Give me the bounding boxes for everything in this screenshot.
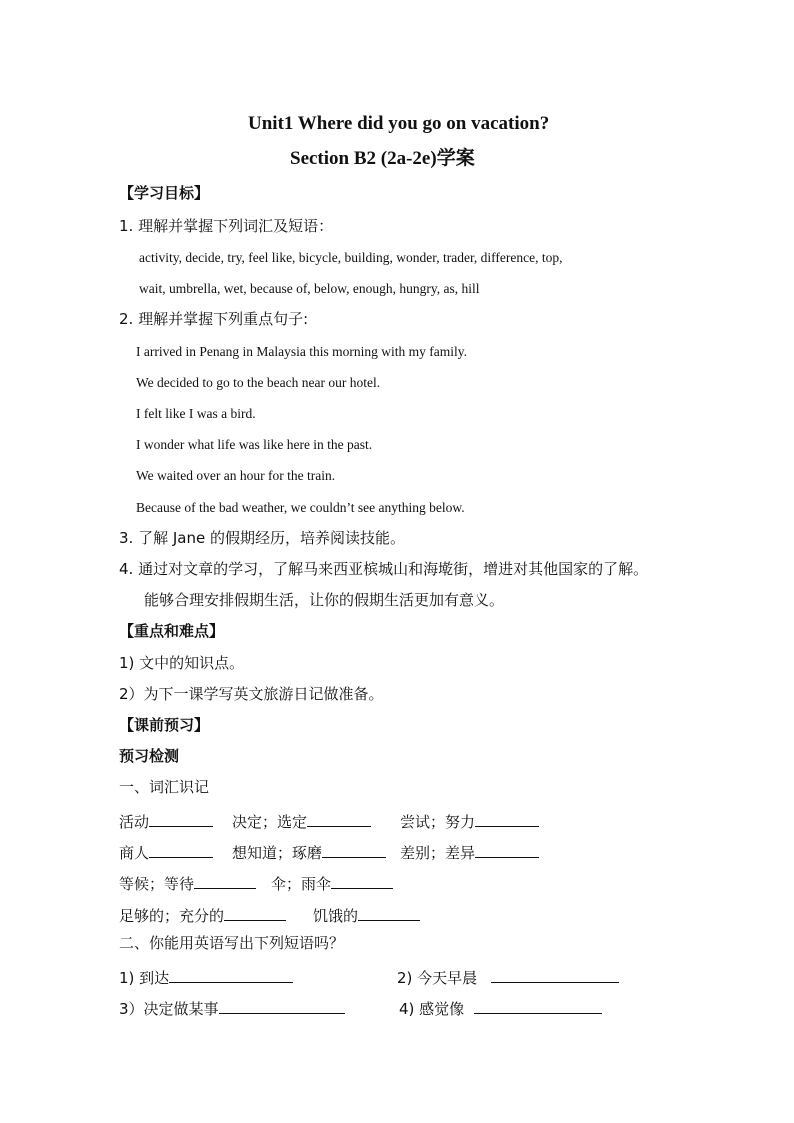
key-sentence: I arrived in Penang in Malaysia this morning with my family. xyxy=(136,344,467,359)
objectives-heading: 【学习目标】 xyxy=(119,184,210,202)
answer-blank[interactable] xyxy=(219,999,345,1014)
phrase-item xyxy=(399,999,602,1017)
answer-blank[interactable] xyxy=(149,812,213,827)
preview-heading: 【课前预习】 xyxy=(119,716,210,734)
answer-blank[interactable] xyxy=(194,874,256,889)
document-title: Unit1 Where did you go on vacation? xyxy=(248,113,550,134)
phrase-item xyxy=(397,968,619,986)
answer-blank[interactable] xyxy=(169,968,293,983)
vocab-prompt: 差别；差异 xyxy=(400,844,476,862)
vocab-prompt: 商人 xyxy=(119,844,150,862)
objective-2 xyxy=(119,312,308,328)
vocab-item xyxy=(119,874,256,892)
phrase-prompt: 3）决定做某事 xyxy=(119,1000,219,1018)
vocab-item xyxy=(119,843,213,861)
key-sentence: Because of the bad weather, we couldn’t see anything below. xyxy=(136,500,465,515)
vocab-prompt: 等候；等待 xyxy=(119,875,195,893)
phrase-section-title: 二、你能用英语写出下列短语吗？ xyxy=(119,934,345,952)
vocab-prompt: 想知道；琢磨 xyxy=(232,844,323,862)
answer-blank[interactable] xyxy=(149,843,213,858)
objective-4: 4. 通过对文章的学习，了解马来西亚槟城山和海墘街，增进对其他国家的了解。 xyxy=(119,560,649,578)
vocab-prompt: 足够的；充分的 xyxy=(119,907,225,925)
vocab-list-line-1: activity, decide, try, feel like, bicycle, building, wonder, trader, difference, top, xyxy=(139,250,563,265)
vocab-list-line-2: wait, umbrella, wet, because of, below, enough, hungry, as, hill xyxy=(139,281,480,296)
vocab-item xyxy=(232,812,371,830)
vocab-item xyxy=(232,843,386,861)
key-sentence: I felt like I was a bird. xyxy=(136,406,256,421)
vocab-item xyxy=(400,843,539,861)
phrase-prompt: 2) 今天早晨 xyxy=(397,969,478,987)
phrase-prompt: 1) 到达 xyxy=(119,969,170,987)
objective-2-text: 2. 理解并掌握下列重点句子: xyxy=(119,310,309,328)
preview-subheading: 预习检测 xyxy=(119,747,180,765)
key-sentence: We waited over an hour for the train. xyxy=(136,468,336,483)
section-title: Section B2 (2a-2e)学案 xyxy=(290,148,475,169)
vocab-item xyxy=(271,874,393,892)
key-point-item: 2）为下一课学写英文旅游日记做准备。 xyxy=(119,685,384,703)
objective-1 xyxy=(119,219,333,235)
key-point-item: 1) 文中的知识点。 xyxy=(119,654,245,672)
objective-1-text: 1. 理解并掌握下列词汇及短语： xyxy=(119,217,334,235)
answer-blank[interactable] xyxy=(307,812,371,827)
answer-blank[interactable] xyxy=(475,812,539,827)
key-sentence: I wonder what life was like here in the past. xyxy=(136,437,373,452)
vocab-prompt: 活动 xyxy=(119,813,150,831)
vocab-item xyxy=(400,812,539,830)
phrase-prompt: 4) 感觉像 xyxy=(399,1000,465,1018)
answer-blank[interactable] xyxy=(224,906,286,921)
vocab-prompt: 决定；选定 xyxy=(232,813,308,831)
phrase-item xyxy=(119,999,345,1017)
vocab-prompt: 尝试；努力 xyxy=(400,813,476,831)
answer-blank[interactable] xyxy=(475,843,539,858)
objective-4-continued: 能够合理安排假期生活，让你的假期生活更加有意义。 xyxy=(144,591,505,609)
phrase-item xyxy=(119,968,293,986)
key-sentence: We decided to go to the beach near our hotel. xyxy=(136,375,381,390)
answer-blank[interactable] xyxy=(322,843,386,858)
vocab-section-title: 一、词汇识记 xyxy=(119,778,210,796)
answer-blank[interactable] xyxy=(491,968,619,983)
answer-blank[interactable] xyxy=(358,906,420,921)
vocab-prompt: 伞；雨伞 xyxy=(271,875,332,893)
objective-3: 3. 了解 Jane 的假期经历，培养阅读技能。 xyxy=(119,529,405,547)
vocab-item xyxy=(313,906,420,924)
vocab-prompt: 饥饿的 xyxy=(313,907,359,925)
key-points-heading: 【重点和难点】 xyxy=(119,622,225,640)
vocab-item xyxy=(119,812,213,830)
answer-blank[interactable] xyxy=(331,874,393,889)
answer-blank[interactable] xyxy=(474,999,602,1014)
vocab-item xyxy=(119,906,286,924)
